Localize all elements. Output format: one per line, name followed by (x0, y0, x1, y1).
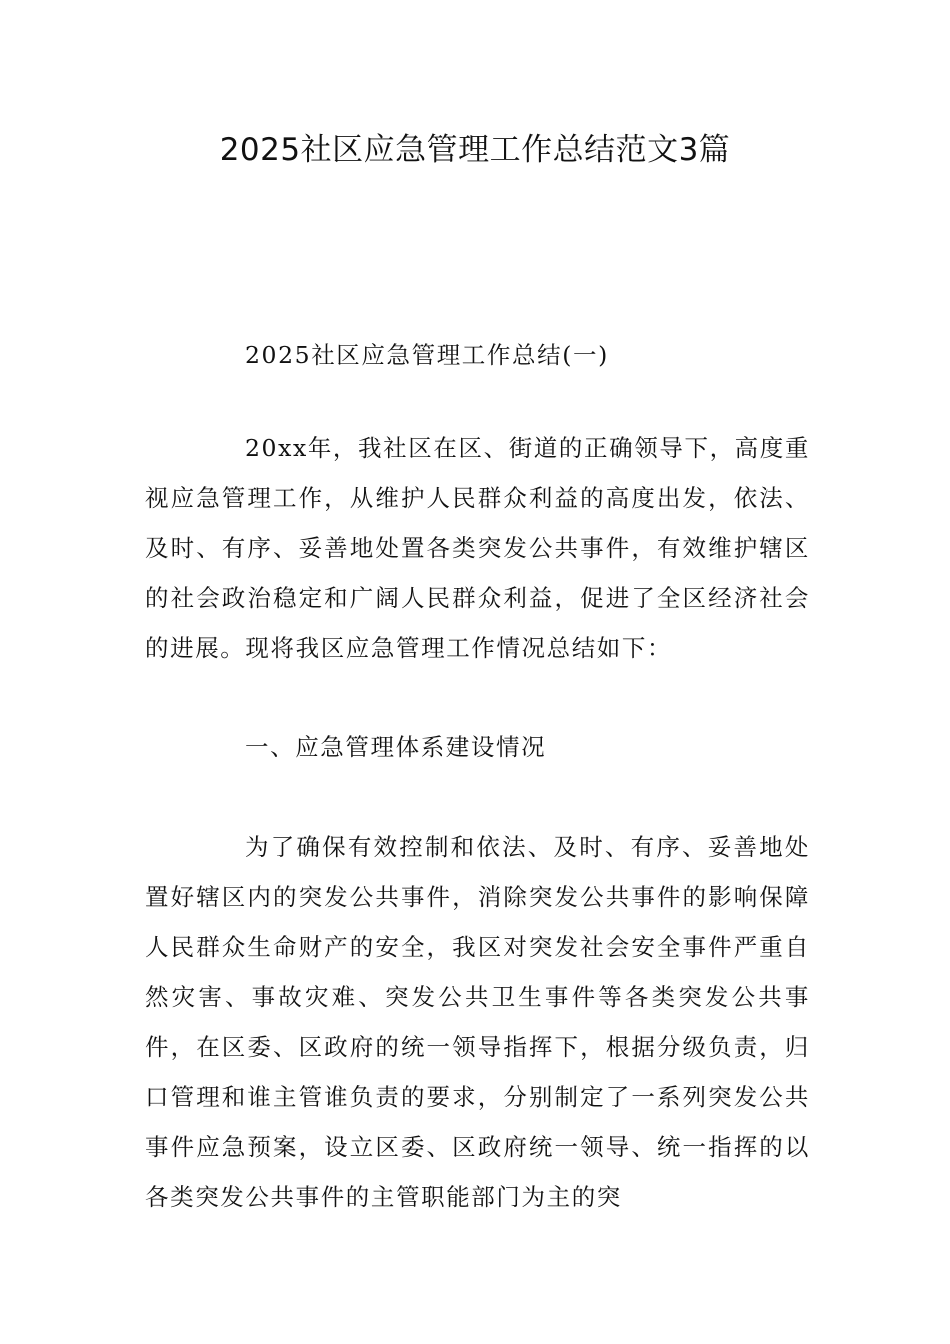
paragraph-intro: 20xx年，我社区在区、街道的正确领导下，高度重视应急管理工作，从维护人民群众利益的高度出发，依法、及时、有序、妥善地处置各类突发公共事件，有效维护辖区的社会政治稳定和广阔人民群众利益，促进了全区经济社会的进展。现将我区应急管理工作情况总结如下： (145, 434, 810, 662)
document-title: 2025社区应急管理工作总结范文3篇 (219, 132, 731, 168)
document-subtitle: 2025社区应急管理工作总结(一) (245, 341, 609, 369)
paragraph-body: 为了确保有效控制和依法、及时、有序、妥善地处置好辖区内的突发公共事件，消除突发公共事件的影响保障人民群众生命财产的安全，我区对突发社会安全事件严重自然灾害、事故灾难、突发公共卫生事件等各类突发公共事件，在区委、区政府的统一领导指挥下，根据分级负责，归口管理和谁主管谁负责的要求，分别制定了一系列突发公共事件应急预案，设立区委、区政府统一领导、统一指挥的以各类突发公共事件的主管职能部门为主的突 (145, 833, 810, 1211)
section-heading: 一、应急管理体系建设情况 (245, 733, 547, 761)
